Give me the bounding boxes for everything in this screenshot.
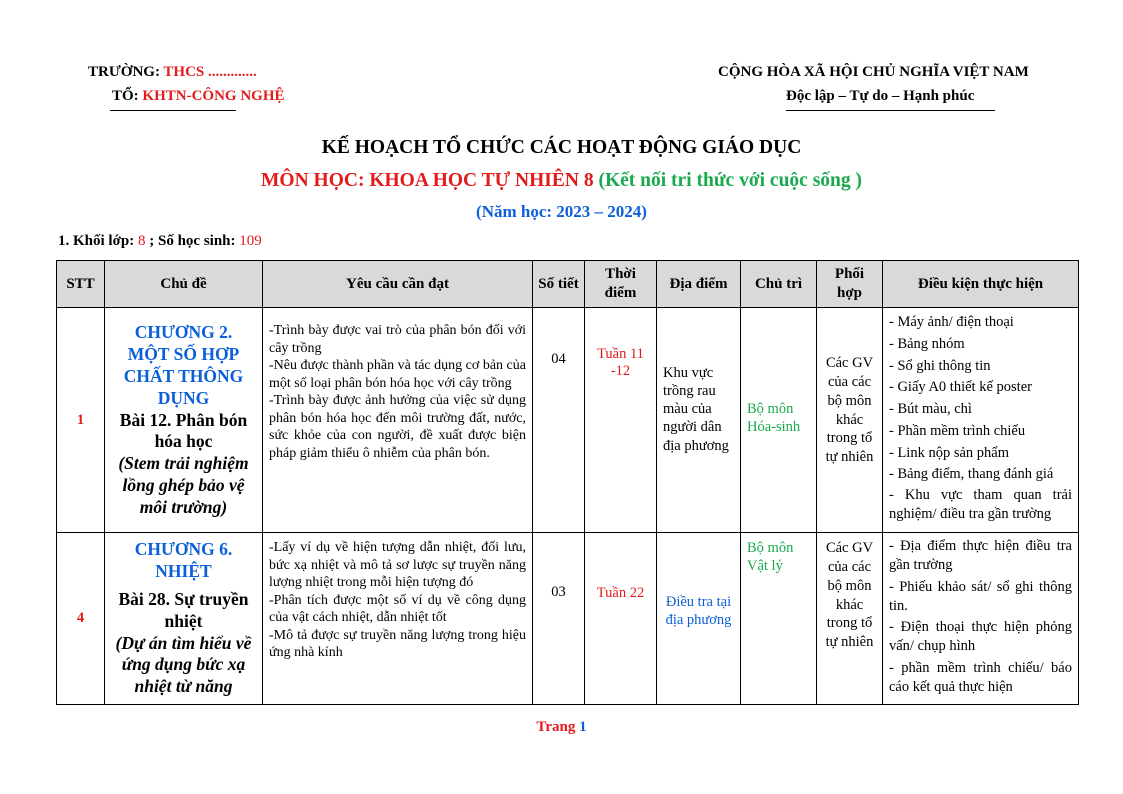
lesson-note: (Dự án tìm hiểu về ứng dụng bức xạ nhiệt từ năng: [115, 632, 252, 697]
table-row: [57, 308, 1079, 533]
grade-value: 8: [138, 233, 146, 249]
condition-item: - Máy ảnh/ điện thoại: [889, 314, 1014, 330]
table-header-row: [57, 261, 1079, 308]
class-info: 1. Khối lớp: 8 ; Số học sinh: 109: [58, 233, 262, 249]
chapter-title: CHƯƠNG 2. MỘT SỐ HỢP CHẤT THÔNG DỤNG: [123, 322, 244, 408]
page-number: 1: [579, 719, 587, 735]
requirement-item: -Phân tích được một số ví dụ về công dụng của vật cách nhiệt, dẫn nhiệt tốt: [269, 592, 526, 625]
requirement-item: -Nêu được thành phần và tác dụng cơ bản của một số loại phân bón hóa học với cây trồng: [269, 358, 526, 391]
divider: [110, 110, 236, 111]
condition-item: - phần mềm trình chiếu/ báo cáo kết quả thực hiện: [889, 660, 1072, 695]
periods-cell: 04: [533, 308, 585, 533]
lesson-title: Bài 12. Phân bón hóa học: [119, 409, 248, 452]
requirement-item: -Trình bày được ảnh hưởng của việc sử dụng phân bón hóa học đến môi trường đất, nước, sức khỏe của con người, đề xuất được biện pháp giảm thiểu ô nhiễm của phân bón.: [269, 393, 526, 461]
requirements-cell: [263, 533, 533, 705]
chapter-title: CHƯƠNG 6. NHIỆT: [134, 539, 233, 581]
condition-item: - Phiếu khảo sát/ sổ ghi thông tin.: [889, 578, 1072, 614]
national-motto: Độc lập – Tự do – Hạnh phúc: [786, 88, 975, 104]
coop-cell: Các GV của các bộ môn khác trong tổ tự nhiên: [817, 308, 883, 533]
school-year: (Năm học: 2023 – 2024): [476, 202, 647, 221]
time-cell: Tuần 11 -12: [585, 308, 657, 533]
time-cell: Tuần 22: [585, 533, 657, 705]
requirement-item: -Mô tả được sự truyền năng lượng trong hiệu ứng nhà kính: [269, 627, 526, 660]
row-number: 4: [57, 533, 105, 705]
condition-item: - Bút màu, chì: [889, 401, 972, 417]
subject-title: MÔN HỌC: KHOA HỌC TỰ NHIÊN 8 (Kết nối tri thức với cuộc sống ): [261, 170, 862, 191]
country-name: CỘNG HÒA XÃ HỘI CHỦ NGHĨA VIỆT NAM: [718, 64, 1029, 80]
requirements-cell: [263, 308, 533, 533]
table-row: [57, 533, 1079, 705]
school-line: TRƯỜNG: THCS .............: [88, 64, 257, 80]
condition-item: - Điện thoại thực hiện phỏng vấn/ chụp hình: [889, 619, 1072, 655]
topic-cell: [105, 308, 263, 533]
conditions-cell: [883, 308, 1079, 533]
condition-item: - Bảng điểm, thang đánh giá: [889, 466, 1054, 483]
school-name: THCS .............: [163, 64, 257, 80]
place-cell: Điều tra tại địa phương: [657, 533, 741, 705]
column-header: Chủ đề: [105, 261, 263, 308]
column-header: STT: [57, 261, 105, 308]
condition-item: - Giấy A0 thiết kế poster: [889, 379, 1032, 396]
lesson-note: (Stem trải nghiệm lồng ghép bảo vệ môi trường): [118, 453, 249, 517]
column-header: Thời điểm: [585, 261, 657, 308]
column-header: Phối hợp: [817, 261, 883, 308]
requirement-item: -Lấy ví dụ về hiện tượng dẫn nhiệt, đối lưu, bức xạ nhiệt và mô tả sơ lược sự truyền năng lượng nhiệt trong mỗi hiện tượng đó: [269, 540, 526, 590]
column-header: Điều kiện thực hiện: [883, 261, 1079, 308]
row-number: 1: [57, 308, 105, 533]
activity-plan-table: [56, 260, 1079, 705]
group-line: TỔ: KHTN-CÔNG NGHỆ: [112, 88, 285, 104]
conditions-cell: [883, 533, 1079, 705]
divider: [786, 110, 995, 111]
condition-item: - Link nộp sản phẩm: [889, 444, 1010, 461]
condition-item: - Phần mềm trình chiếu: [889, 422, 1026, 439]
student-count: 109: [239, 233, 262, 249]
condition-item: - Địa điểm thực hiện điều tra gần trường: [889, 538, 1072, 573]
coop-cell: Các GV của các bộ môn khác trong tổ tự nhiên: [817, 533, 883, 705]
periods-cell: 03: [533, 533, 585, 705]
group-name: KHTN-CÔNG NGHỆ: [142, 88, 285, 104]
column-header: Yêu cầu cần đạt: [263, 261, 533, 308]
document-title: KẾ HOẠCH TỔ CHỨC CÁC HOẠT ĐỘNG GIÁO DỤC: [321, 137, 802, 158]
condition-item: - Bảng nhóm: [889, 335, 965, 352]
lesson-title: Bài 28. Sự truyền nhiệt: [118, 588, 249, 631]
requirement-item: -Trình bày được vai trò của phân bón đối với cây trồng: [269, 323, 526, 356]
column-header: Chủ trì: [741, 261, 817, 308]
lead-cell: Bộ môn Vật lý: [741, 533, 817, 705]
column-header: Số tiết: [533, 261, 585, 308]
column-header: Địa điểm: [657, 261, 741, 308]
lead-cell: Bộ môn Hóa-sinh: [741, 308, 817, 533]
place-cell: Khu vực trồng rau màu của người dân địa phương: [657, 308, 741, 533]
condition-item: - Sổ ghi thông tin: [889, 357, 991, 374]
page-footer: Trang 1: [536, 719, 587, 735]
topic-cell: [105, 533, 263, 705]
condition-item: - Khu vực tham quan trải nghiệm/ điều tra gần trường: [889, 487, 1072, 522]
